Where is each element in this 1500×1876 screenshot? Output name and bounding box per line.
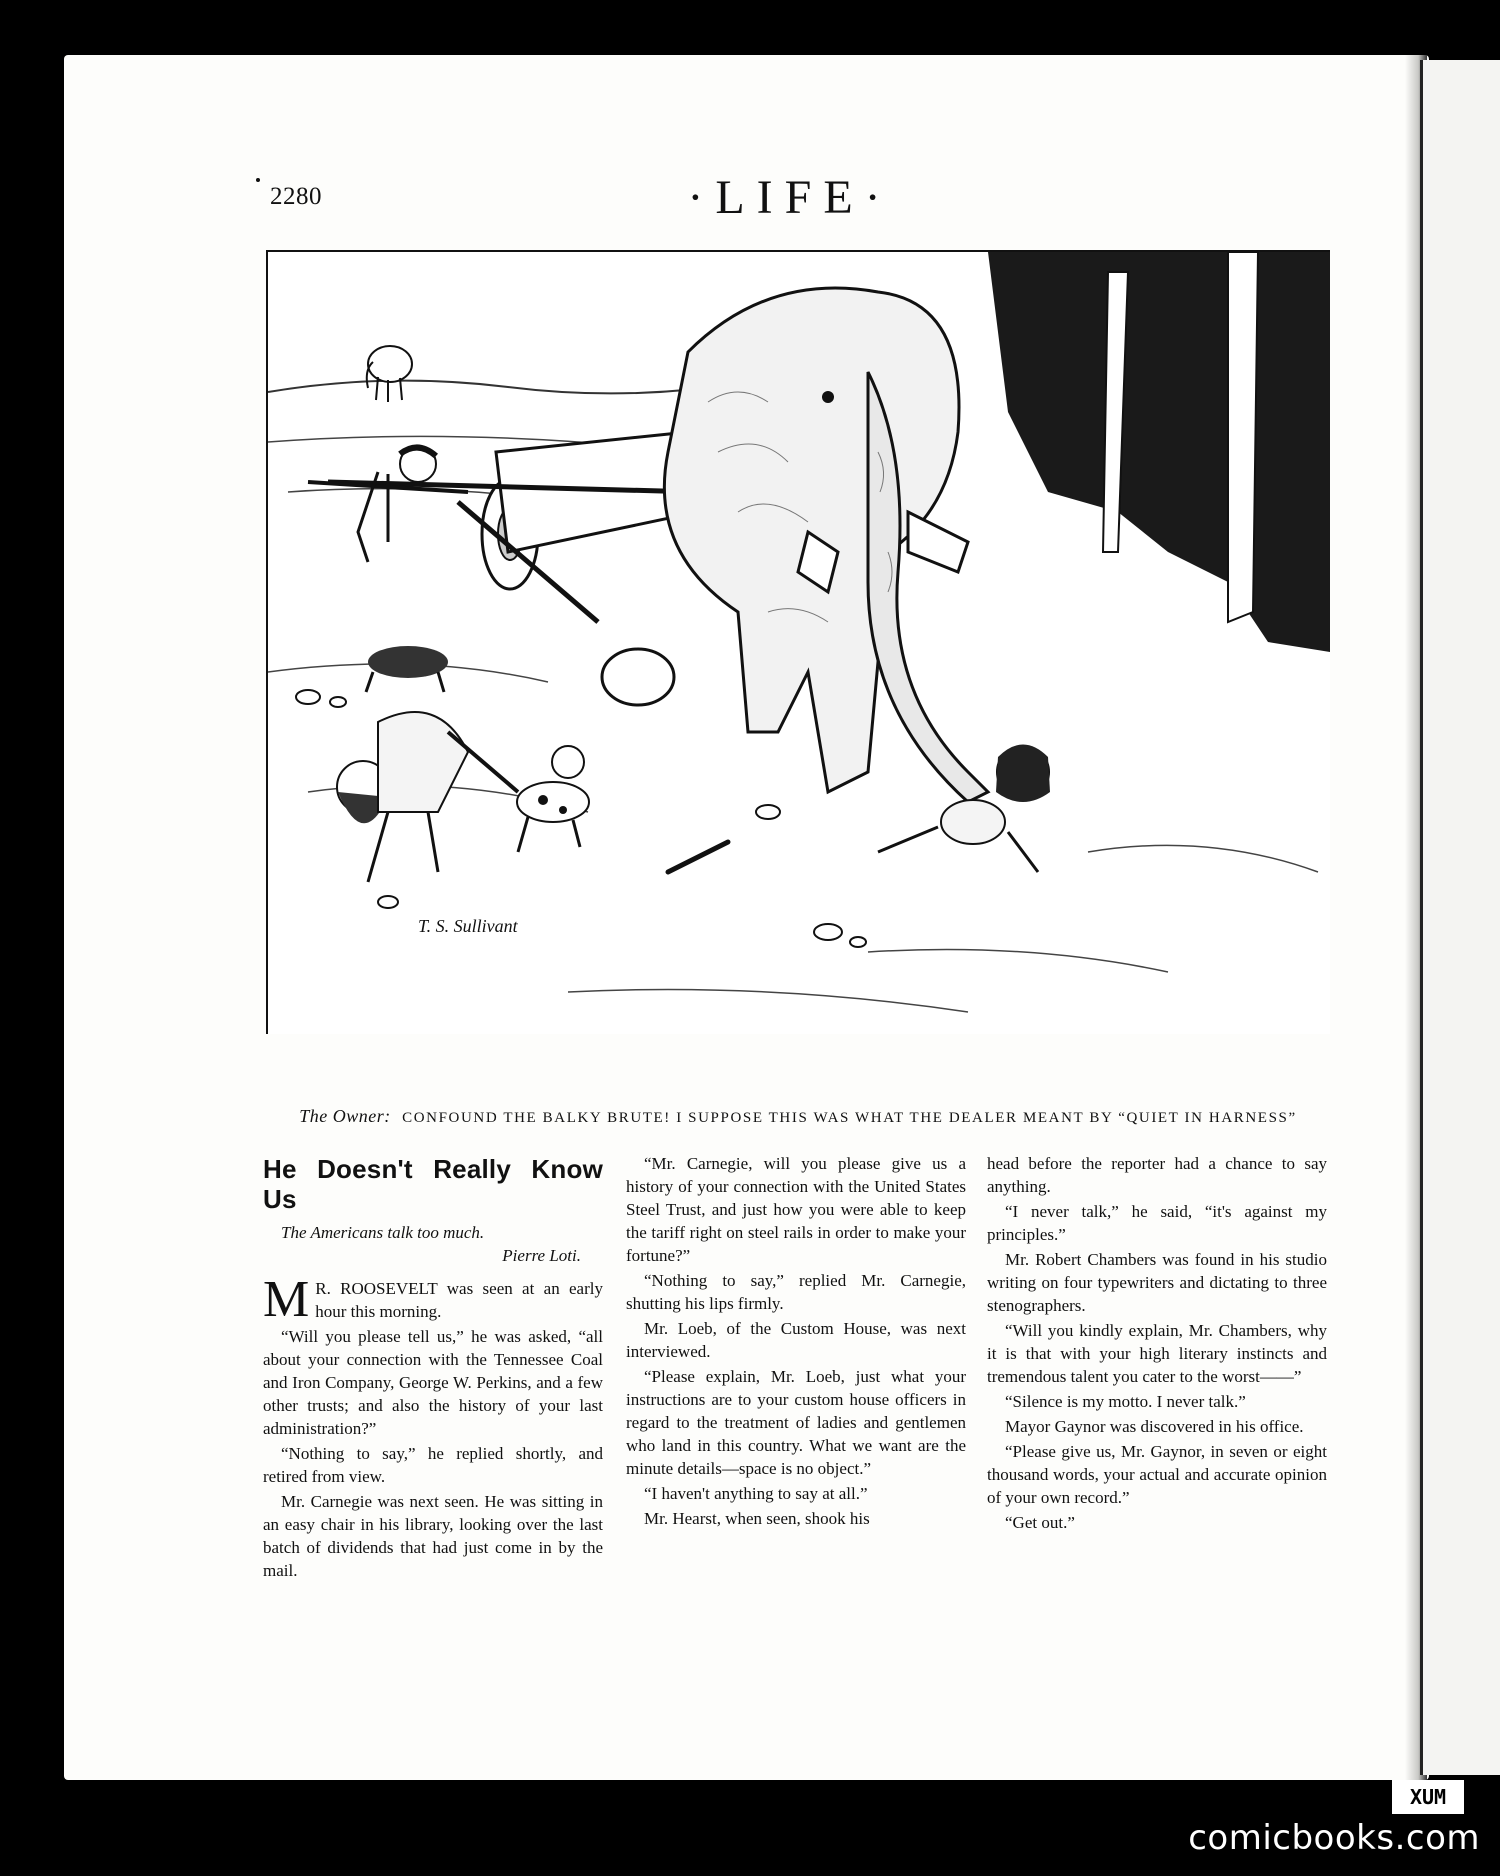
distant-mammoth xyxy=(367,346,412,402)
watermark-box: XUM xyxy=(1392,1780,1464,1814)
epigraph: The Americans talk too much. xyxy=(281,1223,485,1242)
cartoon-caption xyxy=(266,1106,1330,1127)
elephant xyxy=(664,288,988,802)
dog xyxy=(366,646,448,692)
wooden-cart xyxy=(328,432,698,622)
paragraph: “Nothing to say,” he replied shortly, and retired from view. xyxy=(263,1444,603,1486)
article-column-1 xyxy=(263,1152,603,1584)
dark-woods xyxy=(988,252,1330,652)
log xyxy=(602,649,674,705)
caption-speaker: The Owner: xyxy=(299,1106,391,1126)
crouching-caveman xyxy=(337,712,518,882)
paragraph: Mayor Gaynor was discovered in his office. xyxy=(1005,1417,1304,1436)
paragraph: Mr. Carnegie was next seen. He was sitting in an easy chair in his library, looking over the last batch of dividends that had just come in by the mail. xyxy=(263,1492,603,1580)
paragraph: head before the reporter had a chance to say anything. xyxy=(987,1154,1327,1196)
cartoon-drawing xyxy=(268,252,1330,1034)
paragraph: “I haven't anything to say at all.” xyxy=(644,1484,868,1503)
paragraph: Mr. Hearst, when seen, shook his xyxy=(644,1509,870,1528)
grabbed-caveman xyxy=(878,745,1050,873)
paragraph: “Please give us, Mr. Gaynor, in seven or eight thousand words, your actual and accurate opinion of your own record.” xyxy=(987,1442,1327,1507)
spotted-dog xyxy=(517,746,589,852)
paragraph: “Will you kindly explain, Mr. Chambers, why it is that with your high literary instincts and tremendous talent you cater to the worst——” xyxy=(987,1321,1327,1386)
paragraph: “Get out.” xyxy=(1005,1513,1075,1532)
paragraph: Mr. Robert Chambers was found in his studio writing on four typewriters and dictating to three stenographers. xyxy=(987,1250,1327,1315)
artist-signature: T. S. Sullivant xyxy=(418,916,518,936)
page-number-dot xyxy=(256,178,260,182)
paragraph: “Mr. Carnegie, will you please give us a history of your connection with the United States Steel Trust, and just how you were able to keep the tariff right on steel rails in order to make your fortune?” xyxy=(626,1154,966,1265)
article-column-2 xyxy=(626,1152,966,1532)
epigraph-author: Pierre Loti. xyxy=(502,1246,581,1265)
masthead: ·LIFE· xyxy=(687,171,893,224)
cartoon-illustration xyxy=(266,250,1330,1034)
elephant-tusk xyxy=(908,512,968,572)
paragraph: “Please explain, Mr. Loeb, just what your instructions are to your custom house officers in regard to the treatment of ladies and gentlemen who land in this country. What we want are the minute details—space is no object.” xyxy=(626,1367,966,1478)
paragraph: “Will you please tell us,” he was asked, “all about your connection with the Tennessee Coal and Iron Company, George W. Perkins, and a few other trusts; and also the history of your last administration?” xyxy=(263,1327,603,1438)
birch-tree xyxy=(1228,252,1258,622)
paragraph: “Silence is my motto. I never talk.” xyxy=(1005,1392,1246,1411)
article-column-3 xyxy=(987,1152,1327,1536)
article-headline: He Doesn't Really Know Us xyxy=(263,1154,603,1214)
bone xyxy=(668,842,728,872)
page-number: 2280 xyxy=(270,183,322,210)
caption-text: CONFOUND THE BALKY BRUTE! I SUPPOSE THIS WAS WHAT THE DEALER MEANT BY “QUIET IN HARNESS” xyxy=(402,1110,1297,1126)
site-watermark: comicbooks.com xyxy=(1188,1818,1480,1858)
facing-page-edge xyxy=(1420,60,1500,1775)
paragraph: “Nothing to say,” replied Mr. Carnegie, shutting his lips firmly. xyxy=(626,1271,966,1313)
caveman-on-pole xyxy=(308,446,468,562)
paragraph xyxy=(263,1271,603,1328)
paragraph: Mr. Loeb, of the Custom House, was next interviewed. xyxy=(626,1319,966,1361)
paragraph: “I never talk,” he said, “it's against my principles.” xyxy=(987,1202,1327,1244)
elephant-eye xyxy=(822,391,834,403)
drop-cap: M xyxy=(263,1271,310,1328)
paragraph-text: R. ROOSEVELT was seen at an early hour this morning. xyxy=(315,1279,603,1321)
